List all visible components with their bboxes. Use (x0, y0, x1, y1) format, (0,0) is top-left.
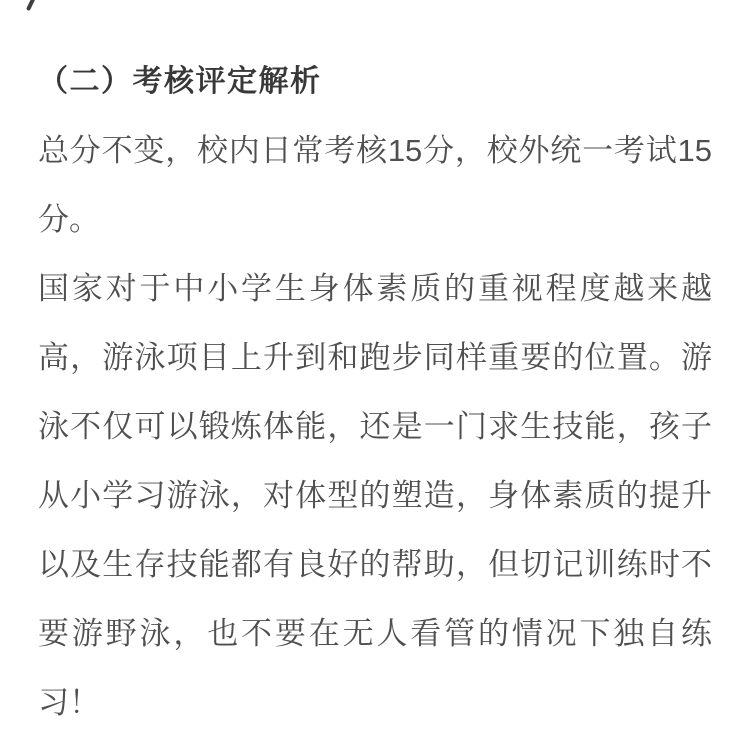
section-heading: （二）考核评定解析 (38, 65, 322, 98)
paragraph2-line4: 从小学习游泳，对体型的塑造，身体素质的提升 (38, 478, 712, 513)
paragraph2-line1: 国家对于中小学生身体素质的重视程度越来越 (38, 271, 712, 306)
paragraph2-line6: 要游野泳，也不要在无人看管的情况下独自练 (38, 616, 712, 651)
paragraph2-line5: 以及生存技能都有良好的帮助，但切记训练时不 (38, 547, 712, 582)
paragraph1-line1: 总分不变，校内日常考核15分，校外统一考试15 (38, 133, 712, 168)
paragraph2-line3: 泳不仅可以锻炼体能，还是一门求生技能，孩子 (38, 409, 712, 444)
paragraph2-line2: 高，游泳项目上升到和跑步同样重要的位置。游 (38, 340, 712, 375)
paragraph1-line2: 分。 (38, 202, 100, 237)
paragraph2-line7: 习！ (38, 685, 100, 720)
clipped-glyph-fragment (26, 0, 36, 11)
